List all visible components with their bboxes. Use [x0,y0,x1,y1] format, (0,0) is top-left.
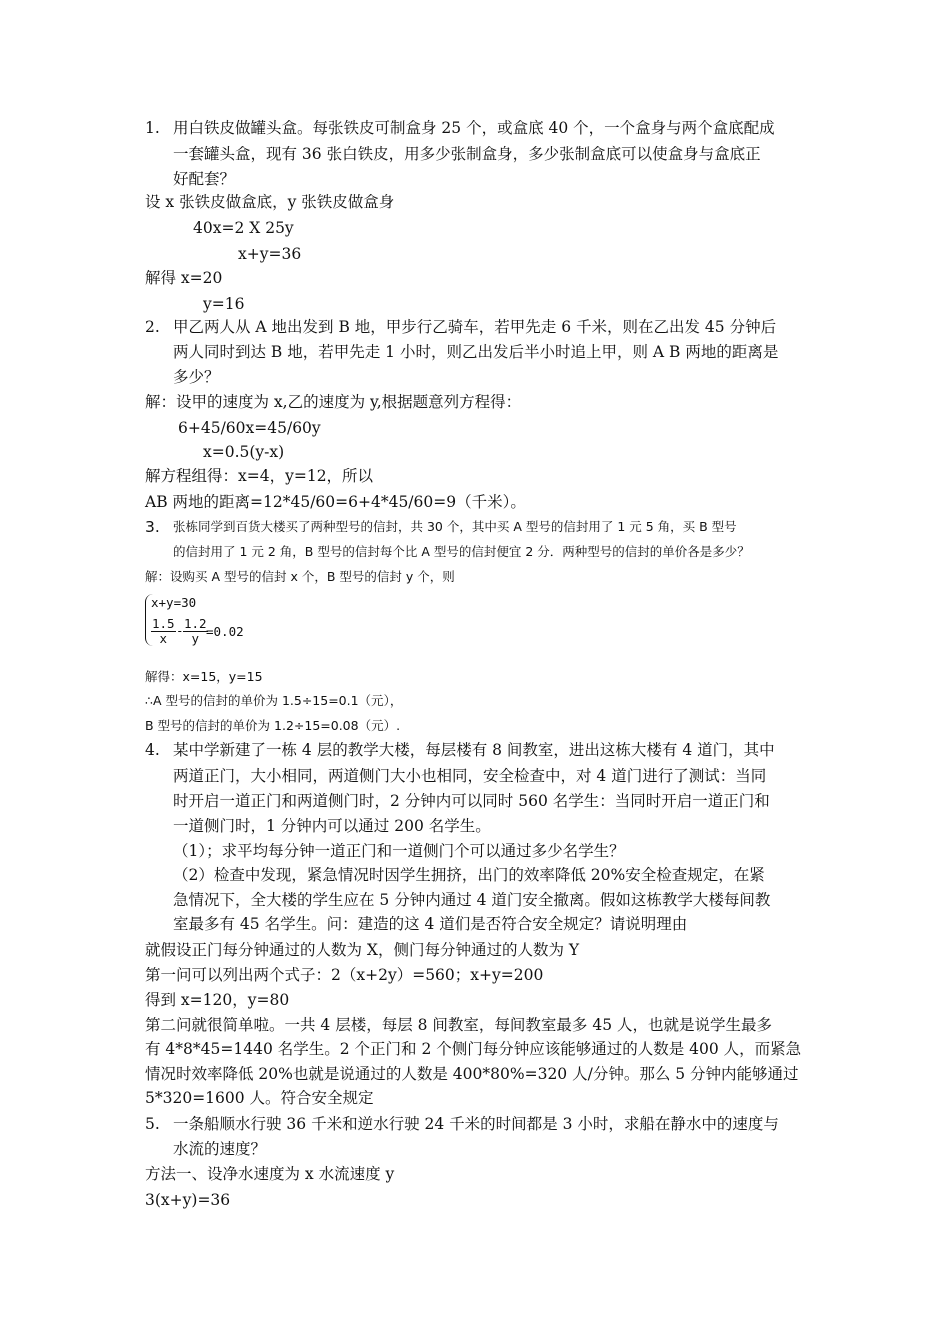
q1-text-line-1: 用白铁皮做罐头盒。每张铁皮可制盒身 25 个，或盒底 40 个，一个盒身与两个盒底配成 [173,119,775,137]
q2-text-line-1: 甲乙两人从 A 地出发到 B 地，甲步行乙骑车，若甲先走 6 千米，则在乙出发 45 分钟后 [173,318,777,336]
q4-answer-line-6: 情况时效率降低 20%也就是说通过的人数是 400*80%=320 人/分钟。那么 5 分钟内能够通过 [145,1065,799,1083]
q3-fraction-1-numerator: 1.5 [152,616,175,631]
q3-setup: 解：设购买 A 型号的信封 x 个，B 型号的信封 y 个，则 [145,569,455,584]
q3-solution-2: ∴A 型号的信封的单价为 1.5÷15=0.1（元）， [145,693,403,708]
q3-minus-sign: - [176,623,184,638]
q3-system-rhs: =0.02 [206,624,244,639]
q3-solution-1: 解得：x=15，y=15 [145,669,263,684]
q4-answer-line-4: 第二问就很简单啦。一共 4 层楼，每层 8 间教室，每间教室最多 45 人，也就是说学生最多 [145,1016,773,1034]
q1-number: 1. [145,119,160,137]
q4-text-line-3: 时开启一道正门和两道侧门时，2 分钟内可以同时 560 名学生：当同时开启一道正门和 [173,792,770,810]
q2-solution-1: 解方程组得：x=4，y=12，所以 [145,467,374,485]
q2-text-line-3: 多少？ [173,368,220,386]
q4-subquestion-2-line-2: 急情况下，全大楼的学生应在 5 分钟内通过 4 道门安全撤离。假如这栋教学大楼每间教 [173,891,771,909]
q4-answer-line-3: 得到 x=120，y=80 [145,991,290,1009]
q4-answer-line-5: 有 4*8*45=1440 名学生。2 个正门和 2 个侧门每分钟应该能够通过的人数是 400 人，而紧急 [145,1040,802,1058]
q3-text-line-2: 的信封用了 1 元 2 角，B 型号的信封每个比 A 型号的信封便宜 2 分．两种型号的信封的单价各是多少？ [173,544,750,559]
q4-text-line-4: 一道侧门时，1 分钟内可以通过 200 名学生。 [173,817,491,835]
q3-text-line-1: 张栋同学到百货大楼买了两种型号的信封，共 30 个，其中买 A 型号的信封用了 1 元 5 角，买 B 型号 [173,519,737,534]
q1-setup: 设 x 张铁皮做盒底，y 张铁皮做盒身 [145,193,395,211]
q2-solution-2: AB 两地的距离=12*45/60=6+4*45/60=9（千米）。 [145,493,526,511]
q2-number: 2. [145,318,160,336]
q2-setup: 解：设甲的速度为 x,乙的速度为 y,根据题意列方程得： [145,393,522,411]
q4-answer-line-7: 5*320=1600 人。符合安全规定 [145,1089,374,1107]
q1-equation-1: 40x=2 X 25y [193,219,294,237]
q3-number: 3. [145,518,160,536]
q4-answer-line-2: 第一问可以列出两个式子：2（x+2y）=560；x+y=200 [145,966,544,984]
q2-equation-2: x=0.5(y-x) [203,443,285,461]
q4-text-line-2: 两道正门，大小相同，两道侧门大小也相同，安全检查中，对 4 道门进行了测试：当同 [173,767,767,785]
q5-text-line-2: 水流的速度？ [173,1140,267,1158]
q3-fraction-1 [151,617,176,646]
q4-subquestion-1: （1）；求平均每分钟一道正门和一道侧门个可以通过多少名学生？ [173,842,625,860]
q3-fraction-1-denominator: x [159,631,168,646]
q3-fraction-2-denominator: y [191,631,200,646]
q5-number: 5. [145,1115,160,1133]
q5-method: 方法一、设净水速度为 x 水流速度 y [145,1165,395,1183]
q3-fraction-2-numerator: 1.2 [184,616,207,631]
q4-number: 4. [145,741,160,759]
q1-text-line-3: 好配套？ [173,170,236,188]
q2-equation-1: 6+45/60x=45/60y [178,419,321,437]
q1-solution-1: 解得 x=20 [145,269,223,287]
q1-solution-2: y=16 [203,295,245,313]
q4-answer-line-1: 就假设正门每分钟通过的人数为 X，侧门每分钟通过的人数为 Y [145,941,580,959]
q1-equation-2: x+y=36 [238,245,302,263]
q5-text-line-1: 一条船顺水行驶 36 千米和逆水行驶 24 千米的时间都是 3 小时，求船在静水中的速度与 [173,1115,779,1133]
q3-system-equation-1: x+y=30 [151,595,197,610]
q4-text-line-1: 某中学新建了一栋 4 层的教学大楼，每层楼有 8 间教室，进出这栋大楼有 4 道门，其中 [173,741,775,759]
q4-subquestion-2-line-3: 室最多有 45 名学生。问：建造的这 4 道们是否符合安全规定？请说明理由 [173,915,688,933]
q4-subquestion-2-line-1: （2）检查中发现，紧急情况时因学生拥挤，出门的效率降低 20%安全检查规定，在紧 [173,866,765,884]
q2-text-line-2: 两人同时到达 B 地，若甲先走 1 小时，则乙出发后半小时追上甲，则 A B 两地的距离是 [173,343,779,361]
q3-solution-3: B 型号的信封的单价为 1.2÷15=0.08（元）. [145,718,401,733]
q5-equation-1: 3(x+y)=36 [145,1191,231,1209]
q3-fraction-2 [183,617,208,646]
q1-text-line-2: 一套罐头盒，现有 36 张白铁皮，用多少张制盒身，多少张制盒底可以使盒身与盒底正 [173,145,761,163]
